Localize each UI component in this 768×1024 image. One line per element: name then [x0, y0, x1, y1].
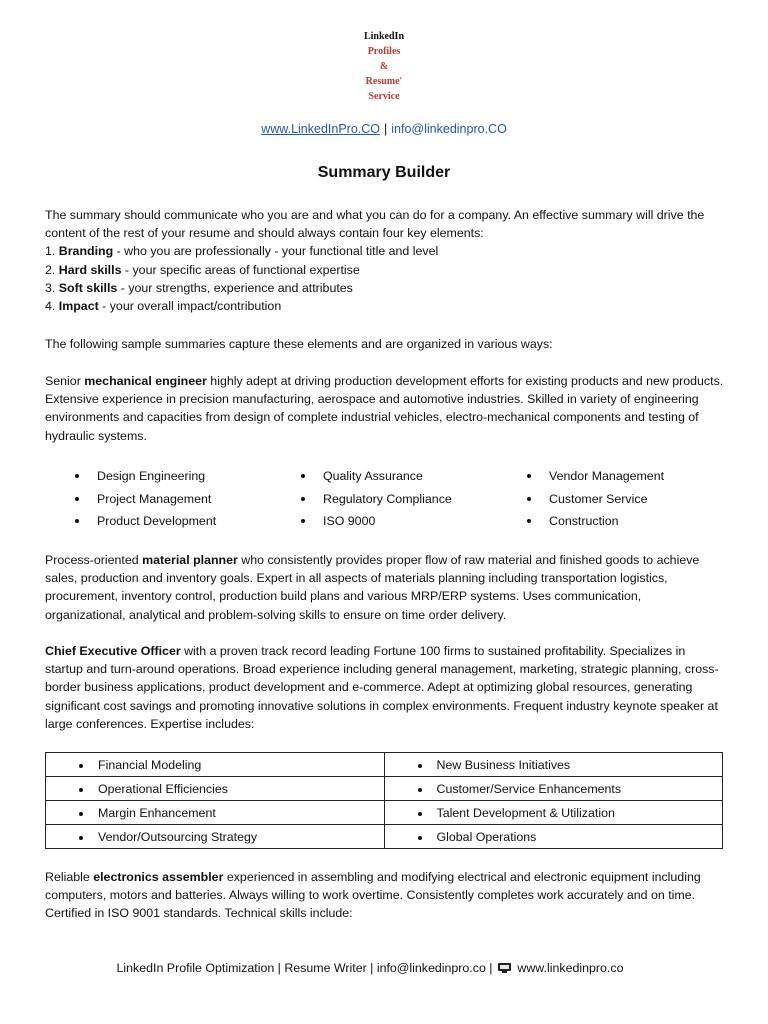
samples-intro: The following sample summaries capture these elements and are organized in various ways: — [45, 337, 553, 351]
key-element-item: 2. Hard skills - your specific areas of functional expertise — [45, 262, 360, 277]
bullet-icon — [301, 474, 305, 478]
key-element-item: 3. Soft skills - your strengths, experience and attributes — [45, 280, 353, 295]
monitor-icon — [498, 963, 511, 973]
key-element-item: 1. Branding - who you are professionally - your functional title and level — [45, 244, 439, 259]
list-item: ISO 9000 — [271, 510, 452, 533]
intro-section — [45, 206, 725, 315]
list-item: Design Engineering — [45, 465, 216, 488]
table-row — [46, 801, 723, 825]
key-element-item: 4. Impact - your overall impact/contribution — [45, 299, 282, 314]
table-row — [46, 825, 723, 849]
list-item: Construction — [497, 510, 664, 533]
key-element-label: Impact — [58, 299, 99, 314]
bullet-icon — [418, 812, 422, 816]
summary-mechanical-engineer: Senior mechanical engineer highly adept at driving production development efforts for existing products and new products. Extensive experience in precision manufacturing, aerospace and automotive industries. Skilled in variety of engineering environments and capacities from design of complete industrial vehicles, electro-mechanical components and testing of hydraulic systems. — [45, 374, 724, 443]
bullet-icon — [75, 474, 79, 478]
table-cell: Talent Development & Utilization — [384, 801, 723, 825]
website-link[interactable]: www.LinkedInPro.CO — [261, 122, 381, 136]
table-row — [46, 777, 723, 801]
logo-line: Resume' — [365, 76, 403, 87]
list-item: Quality Assurance — [271, 465, 452, 488]
bullet-icon — [79, 812, 83, 816]
contact-separator: | — [384, 122, 388, 136]
list-item: Regulatory Compliance — [271, 488, 452, 511]
list-item: Vendor Management — [497, 465, 664, 488]
page-title: Summary Builder — [317, 164, 451, 181]
logo-line: LinkedIn — [363, 31, 405, 42]
bullet-icon — [79, 836, 83, 840]
expertise-table — [45, 752, 723, 849]
bullet-icon — [527, 474, 531, 478]
logo-line: Service — [368, 91, 400, 102]
summary-material-planner: Process-oriented material planner who consistently provides proper flow of raw material and finished goods to achieve sales, production and inventory goals. Expert in all aspects of materials planning including transportation logistics, procurement, inventory control, production build plans and various MRP/ERP systems. Uses communication, organizational, analytical and problem-solving skills to ensure on time order delivery. — [45, 553, 700, 622]
table-row — [46, 753, 723, 777]
key-element-label: Hard skills — [58, 262, 122, 277]
footer-website: www.linkedinpro.co — [513, 961, 624, 975]
list-item: Project Management — [45, 488, 216, 511]
summary-electronics-assembler: Reliable electronics assembler experienced in assembling and modifying electrical and electronic equipment including computers, motors and batteries. Always willing to work overtime. Consistently completes work accurately and on time. Certified in ISO 9001 standards. Technical skills include: — [45, 870, 701, 921]
logo-line: Profiles — [367, 46, 401, 57]
summary-ceo: Chief Executive Officer with a proven track record leading Fortune 100 firms to sustained profitability. Specializes in startup and turn-around operations. Broad experience including general management, marketing, strategic planning, cross-border business applications, product development and e-commerce. Adept at optimizing global resources, generating significant cost savings and promoting innovative solutions in complex environments. Frequent industry keynote speaker at large conferences. Expertise includes: — [45, 644, 719, 731]
bullet-icon — [79, 764, 83, 768]
bullet-icon — [418, 788, 422, 792]
table-cell: Vendor/Outsourcing Strategy — [46, 825, 385, 849]
logo-line: & — [379, 61, 389, 72]
bullet-icon — [75, 497, 79, 501]
skills-column — [497, 465, 664, 533]
bullet-icon — [418, 764, 422, 768]
contact-line — [0, 122, 768, 136]
bullet-icon — [418, 836, 422, 840]
table-cell: Customer/Service Enhancements — [384, 777, 723, 801]
skills-list — [45, 465, 725, 535]
list-item: Customer Service — [497, 488, 664, 511]
footer-text: LinkedIn Profile Optimization | Resume Writer | info@linkedinpro.co | — [116, 961, 496, 975]
bullet-icon — [527, 497, 531, 501]
table-cell: Margin Enhancement — [46, 801, 385, 825]
table-cell: Financial Modeling — [46, 753, 385, 777]
key-element-label: Branding — [58, 244, 114, 259]
page-footer — [0, 961, 740, 975]
email-link[interactable]: info@linkedinpro.CO — [391, 122, 507, 136]
skills-column — [45, 465, 216, 533]
table-cell: Global Operations — [384, 825, 723, 849]
key-element-label: Soft skills — [58, 280, 118, 295]
table-cell: Operational Efficiencies — [46, 777, 385, 801]
bullet-icon — [301, 497, 305, 501]
table-cell: New Business Initiatives — [384, 753, 723, 777]
bullet-icon — [79, 788, 83, 792]
intro-text: The summary should communicate who you are and what you can do for a company. An effective summary will drive the content of the rest of your resume and should always contain four key elements: — [45, 208, 705, 241]
list-item: Product Development — [45, 510, 216, 533]
company-logo — [334, 29, 434, 104]
skills-column — [271, 465, 452, 533]
